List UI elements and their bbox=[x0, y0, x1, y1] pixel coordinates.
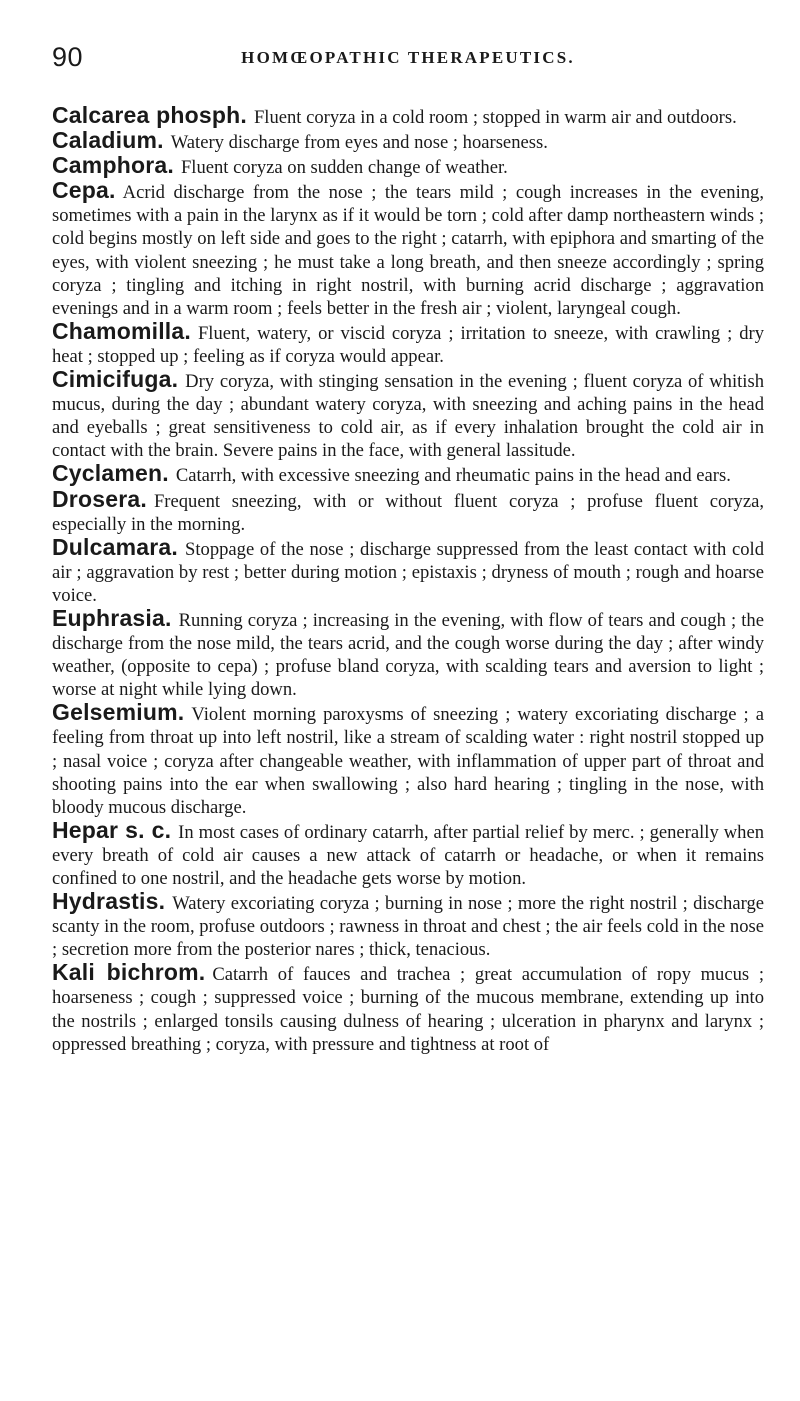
remedy-description: Acrid discharge from the nose ; the tears mild ; cough increases in the evening, sometimes with a pain in the larynx as if it would be torn ; cold after damp northeastern winds ; cold begins mostly on left side and goes to the right ; catarrh, with epiphora and smarting of the eyes, with violent sneezing ; he must take a long breath, and then sneeze accordingly ; spring coryza ; tingling and itching in right nostril, with burning acrid discharge ; aggravation evenings and in a warm room ; feels better in the fresh air ; violent, laryngeal cough. bbox=[52, 182, 764, 319]
running-head bbox=[52, 40, 764, 92]
remedy-description: Stoppage of the nose ; discharge suppressed from the least contact with cold air ; aggravation by rest ; better during motion ; epistaxis ; dryness of mouth ; rough and hoarse voice. bbox=[52, 538, 764, 606]
remedy-entry bbox=[52, 154, 764, 179]
page-number: 90 bbox=[52, 42, 84, 72]
remedy-name: Hydrastis. bbox=[52, 888, 166, 915]
remedy-description: Frequent sneezing, with or without fluent coryza ; profuse fluent coryza, especially in the morning. bbox=[52, 490, 764, 535]
remedy-description: Running coryza ; increasing in the evening, with flow of tears and cough ; the discharge from the nose mild, the tears acrid, and the cough worse during the day ; after windy weather, (opposite to cepa) ; profuse bland coryza, with scalding tears and aversion to light ; worse at night while lying down. bbox=[52, 609, 764, 701]
remedy-name: Cyclamen. bbox=[52, 460, 169, 487]
remedy-name: Hepar s. c. bbox=[52, 816, 172, 843]
remedy-name: Kali bichrom. bbox=[52, 959, 206, 986]
remedy-name: Chamomilla. bbox=[52, 317, 191, 344]
remedy-name: Camphora. bbox=[52, 152, 174, 179]
remedy-entry bbox=[52, 533, 764, 607]
remedy-description: Watery discharge from eyes and nose ; hoarseness. bbox=[170, 132, 548, 154]
remedy-entry bbox=[52, 129, 764, 154]
remedy-description: Watery excoriating coryza ; burning in nose ; more the right nostril ; discharge scanty in the room, profuse outdoors ; rawness in throat and chest ; the air feels cold in the nose ; secretion more from the posterior nares ; thick, tenacious. bbox=[52, 893, 764, 961]
remedy-name: Dulcamara. bbox=[52, 533, 179, 560]
running-title: HOMŒOPATHIC THERAPEUTICS. bbox=[241, 48, 575, 67]
remedy-name: Euphrasia. bbox=[52, 604, 172, 631]
remedy-entry bbox=[52, 179, 764, 320]
remedy-description: Fluent, watery, or viscid coryza ; irritation to sneeze, with crawling ; dry heat ; stopped up ; feeling as if coryza would appear. bbox=[52, 322, 764, 367]
remedy-entry bbox=[52, 890, 764, 961]
remedy-entry bbox=[52, 317, 764, 368]
remedy-description: Catarrh of fauces and trachea ; great accumulation of ropy mucus ; hoarseness ; cough ; suppressed voice ; burning of the mucous membrane, extending up into the nostrils ; enlarged tonsils causing dulness of hearing ; ulceration in pharynx and larynx ; oppressed breathing ; coryza, with pressure and tightness at root of bbox=[52, 964, 764, 1055]
remedy-description: Dry coryza, with stinging sensation in the evening ; fluent coryza of whitish mucus, during the day ; abundant watery coryza, with sneezing and aching pains in the head and eyeballs ; great sensitiveness to cold air, as if every inhalation brought the cold air in contact with the brain. Severe pains in the face, with general lassitude. bbox=[52, 371, 764, 462]
book-page bbox=[52, 40, 764, 1056]
remedy-entry bbox=[52, 961, 764, 1055]
remedy-name: Gelsemium. bbox=[52, 699, 185, 726]
remedy-entry bbox=[52, 485, 764, 536]
remedy-name: Calcarea phosph. bbox=[52, 102, 247, 128]
remedy-description: Fluent coryza in a cold room ; stopped in warm air and outdoors. bbox=[253, 107, 737, 128]
remedy-description: Catarrh, with excessive sneezing and rheumatic pains in the head and ears. bbox=[175, 465, 731, 487]
remedy-name: Caladium. bbox=[52, 127, 164, 154]
remedy-entry bbox=[52, 462, 764, 487]
remedy-entry bbox=[52, 701, 764, 818]
remedy-description: In most cases of ordinary catarrh, after partial relief by merc. ; generally when every breath of cold air causes a new attack of catarrh or headache, or when it remains confined to one nostril, and the headache gets worse by motion. bbox=[52, 821, 764, 889]
remedy-name: Cimicifuga. bbox=[52, 366, 179, 393]
remedy-entry bbox=[52, 604, 764, 701]
remedy-description: Fluent coryza on sudden change of weather. bbox=[180, 157, 508, 179]
remedy-entry bbox=[52, 816, 764, 890]
remedy-entries bbox=[52, 104, 764, 1056]
remedy-name: Drosera. bbox=[52, 485, 147, 512]
remedy-name: Cepa. bbox=[52, 177, 116, 204]
remedy-entry bbox=[52, 368, 764, 462]
remedy-description: Violent morning paroxysms of sneezing ; watery excoriating discharge ; a feeling from throat up into left nostril, like a stream of scalding water : right nostril stopped up ; nasal voice ; coryza after changeable weather, with inflammation of upper part of throat and shooting pains into the ear when swallowing ; also hard hearing ; tingling in the nose, with bloody mucous discharge. bbox=[52, 704, 764, 818]
remedy-entry bbox=[52, 104, 764, 129]
